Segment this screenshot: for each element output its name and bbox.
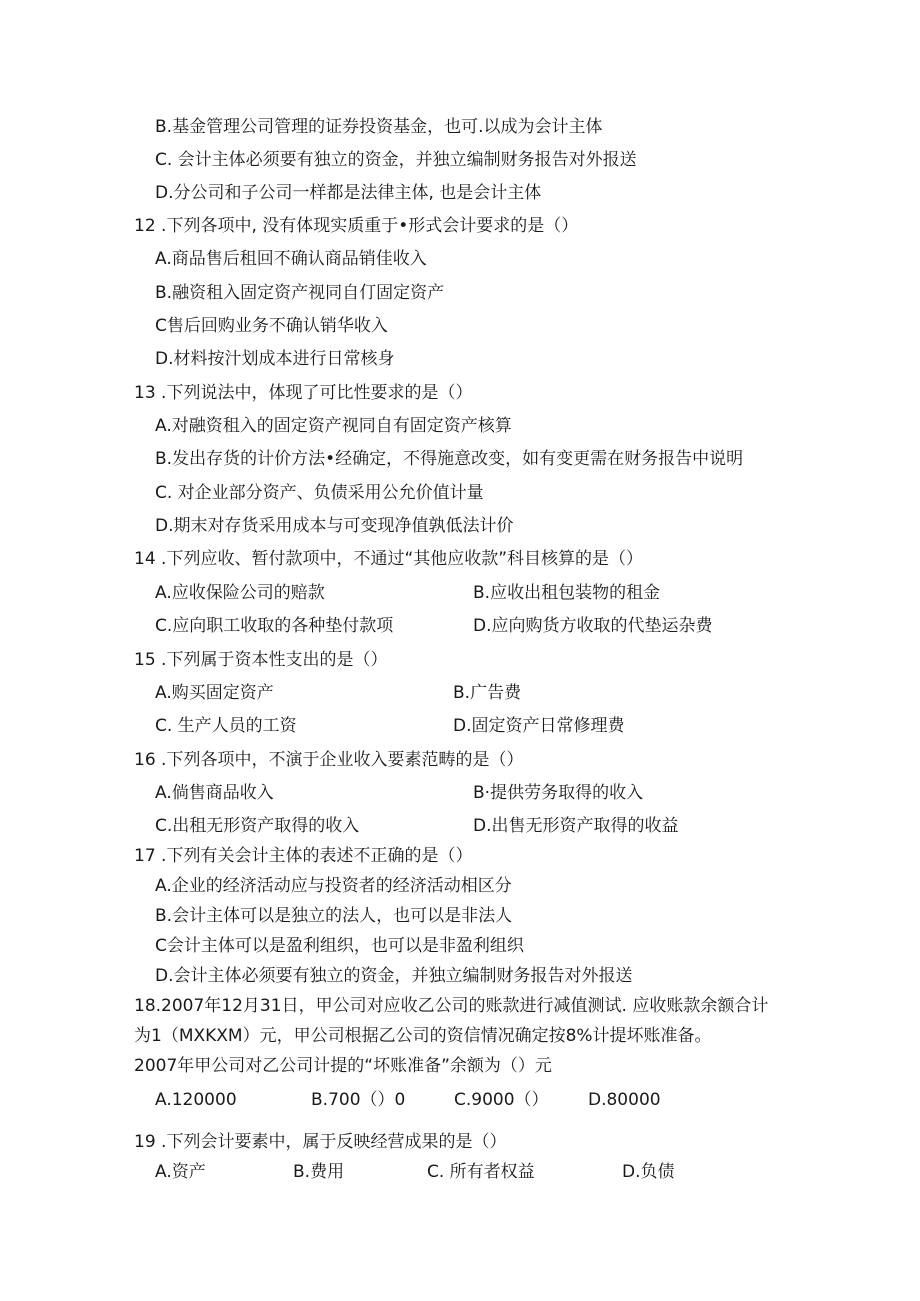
q19-option-d: D.负债	[622, 1162, 675, 1182]
q14-option-a: A.应收保险公司的赔款	[155, 583, 325, 603]
q17-option-c: C会计主体可以是盈利组织，也可以是非盈利组织	[155, 936, 524, 956]
q17-option-b: B.会计主体可以是独立的法人，也可以是非法人	[155, 906, 513, 926]
q15-stem: 15 .下列属于资本性支出的是（）	[134, 650, 388, 670]
q13-option-b: B.发出存货的计价方法•经确定，不得施意改变，如有变更需在财务报告中说明	[155, 449, 744, 469]
q14-option-b: B.应收出租包装物的租金	[473, 583, 661, 603]
q11-option-b: B.基金管理公司管理的证券投资基金，也可.以成为会计主体	[155, 117, 603, 137]
q13-stem: 13 .下列说法中，体现了可比性要求的是（）	[134, 383, 473, 403]
q15-option-b: B.广告费	[453, 683, 522, 703]
q16-stem: 16 .下列各项中，不演于企业收入要素范畴的是（）	[134, 750, 524, 770]
q14-option-d: D.应向购货方收取的代垫运杂费	[473, 616, 713, 636]
q17-option-d: D.会计主体必须要有独立的资金，并独立编制财务报告对外报送	[155, 966, 633, 986]
q17-option-a: A.企业的经济活动应与投资者的经济活动相区分	[155, 876, 512, 896]
q17-stem: 17 .下列有关会计主体的表述不正确的是（）	[134, 846, 473, 866]
q14-option-c: C.应向职工收取的各种垫付款项	[155, 616, 394, 636]
q13-option-d: D.期末对存货采用成本与可变现净值孰低法计价	[155, 516, 514, 536]
q11-option-d: D.分公司和子公司一样都是法律主体, 也是会计主体	[155, 183, 542, 203]
q12-option-c: C售后回购业务不确认销华收入	[155, 316, 388, 336]
q19-option-b: B.费用	[293, 1162, 345, 1182]
q15-option-c: C. 生产人员的工资	[155, 716, 297, 736]
q19-option-a: A.资产	[155, 1162, 206, 1182]
q12-option-a: A.商品售后租回不确认商品销佳收入	[155, 249, 427, 269]
q13-option-a: A.对融资租入的固定资产视同自有固定资产核算	[155, 416, 512, 436]
q18-stem-line3: 2007年甲公司对乙公司计提的“坏账准备”余额为（）元	[134, 1056, 552, 1076]
q19-option-c: C. 所有者权益	[427, 1162, 535, 1182]
q18-stem-line2: 为1（MXKXM）元，甲公司根据乙公司的资信情况确定按8%计提坏账准备。	[134, 1026, 712, 1046]
q16-option-c: C.出租无形资产取得的收入	[155, 816, 360, 836]
q12-option-b: B.融资租入固定资产视同自仃固定资产	[155, 283, 445, 303]
q13-option-c: C. 对企业部分资产、负债采用公允价值计量	[155, 483, 484, 503]
q15-option-a: A.购买固定资产	[155, 683, 274, 703]
q18-option-c: C.9000（）	[454, 1090, 549, 1110]
q18-stem-line1: 18.2007年12月31日，甲公司对应收乙公司的账款进行减值测试. 应收账款余额合计	[134, 996, 769, 1016]
q14-stem: 14 .下列应收、暂付款项中，不通过“其他应收款”科目核算的是（）	[134, 549, 644, 569]
q19-stem: 19 .下列会计要素中，属于反映经营成果的是（）	[134, 1132, 507, 1152]
q18-option-d: D.80000	[588, 1090, 661, 1110]
q15-option-d: D.固定资产日常修理费	[453, 716, 625, 736]
q18-option-a: A.120000	[155, 1090, 237, 1110]
q12-option-d: D.材料按汁划成本进行日常核身	[155, 349, 395, 369]
q16-option-a: A.倘售商品收入	[155, 783, 274, 803]
q12-stem: 12 .下列各项中, 没有体现实质重于•形式会计要求的是（）	[134, 216, 579, 236]
q18-option-b: B.700（）0	[311, 1090, 406, 1110]
q16-option-d: D.出售无形资产取得的收益	[473, 816, 679, 836]
q16-option-b: B·提供劳务取得的收入	[473, 783, 644, 803]
q11-option-c: C. 会计主体必须要有独立的资金，并独立编制财务报告对外报送	[155, 150, 637, 170]
